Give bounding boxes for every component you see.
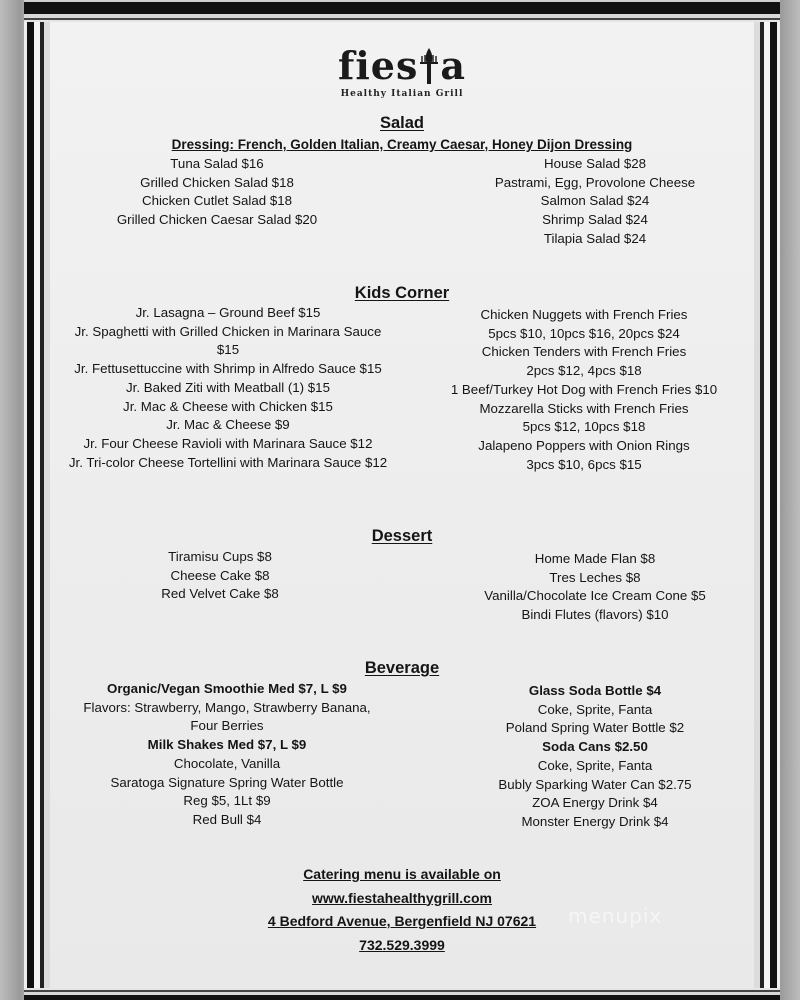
logo-text-left: fies [338, 43, 419, 88]
menu-item: Chicken Cutlet Salad $18 [141, 193, 293, 209]
menu-item: Monster Energy Drink $4 [521, 813, 669, 829]
page-border-left [24, 0, 50, 1000]
kids-left-column [50, 304, 406, 472]
menu-item: Jr. Four Cheese Ravioli with Marinara Sauce $12 [83, 435, 373, 451]
beverage-right-column [480, 682, 710, 832]
address-line: 4 Bedford Avenue, Bergenfield NJ 07621 [267, 913, 537, 929]
menu-item: Chicken Nuggets with French Fries [480, 307, 688, 322]
salad-section-title: Salad [379, 114, 425, 132]
menu-item: Jr. Mac & Cheese with Chicken $15 [123, 398, 333, 414]
website-link[interactable]: www.fiestahealthygrill.com [312, 889, 492, 906]
kids-section-title: Kids Corner [354, 284, 450, 302]
dessert-section-title: Dessert [371, 527, 433, 545]
menu-item: Poland Spring Water Bottle $2 [505, 720, 685, 736]
logo-tagline: Healthy Italian Grill [340, 89, 464, 99]
menu-item: Tuna Salad $16 [170, 156, 264, 171]
kids-right-column [422, 306, 746, 474]
menu-item: Pastrami, Egg, Provolone Cheese [494, 174, 696, 190]
menu-item: Coke, Sprite, Fanta [537, 701, 653, 717]
menu-item: Chocolate, Vanilla [173, 755, 281, 771]
menu-item: Soda Cans $2.50 [542, 739, 648, 755]
menu-item: Tilapia Salad $24 [543, 230, 647, 246]
logo-wordmark [338, 44, 466, 88]
menu-item: Tres Leches $8 [549, 569, 641, 585]
menu-item: Vanilla/Chocolate Ice Cream Cone $5 [484, 588, 706, 604]
catering-notice: Catering menu is available on [303, 866, 501, 882]
menu-item: Salmon Salad $24 [540, 193, 650, 209]
menu-item: Jr. Fettusettuccine with Shrimp in Alfredo Sauce $15 [74, 361, 382, 377]
menu-item: Chicken Tenders with French Fries [481, 344, 687, 360]
watermark: menupix [568, 904, 663, 928]
menu-item: Jr. Spaghetti with Grilled Chicken in Marinara Sauce [74, 323, 382, 339]
menu-item: Home Made Flan $8 [534, 551, 656, 566]
menu-item: 2pcs $12, 4pcs $18 [526, 363, 642, 379]
menu-item: Grilled Chicken Salad $18 [140, 174, 294, 190]
restaurant-logo [50, 44, 754, 99]
menu-item: Bubly Sparking Water Can $2.75 [498, 776, 692, 792]
menu-item: Red Velvet Cake $8 [161, 586, 279, 602]
dessert-right-column [465, 550, 725, 625]
menu-item: 5pcs $12, 10pcs $18 [522, 419, 646, 435]
page-border-right [754, 0, 780, 1000]
salad-right-column [445, 155, 745, 249]
salad-dressing-line: Dressing: French, Golden Italian, Creamy Caesar, Honey Dijon Dressing [171, 137, 633, 152]
menu-item: Organic/Vegan Smoothie Med $7, L $9 [107, 681, 347, 696]
menu-item: 5pcs $10, 10pcs $16, 20pcs $24 [488, 325, 680, 341]
page-border-top [24, 0, 780, 22]
logo-text-right: a [440, 43, 466, 88]
menu-item: Reg $5, 1Lt $9 [183, 793, 271, 809]
menu-item: Coke, Sprite, Fanta [537, 757, 653, 773]
page-border-bottom [24, 988, 780, 1000]
menu-item: Glass Soda Bottle $4 [528, 683, 662, 698]
menu-item: 1 Beef/Turkey Hot Dog with French Fries $10 [450, 381, 718, 397]
menu-item: Jr. Baked Ziti with Meatball (1) $15 [126, 379, 330, 395]
menu-item: Four Berries [190, 718, 264, 734]
menu-item: ZOA Energy Drink $4 [532, 795, 658, 811]
menu-item: Grilled Chicken Caesar Salad $20 [116, 212, 318, 228]
menu-item: Red Bull $4 [192, 811, 262, 827]
menu-page [50, 22, 754, 988]
salad-left-column [62, 155, 372, 230]
menu-item: Cheese Cake $8 [170, 567, 270, 583]
fork-knife-icon [419, 46, 439, 86]
beverage-left-column [70, 680, 384, 830]
menu-item: Shrimp Salad $24 [542, 212, 648, 228]
menu-item: $15 [216, 342, 240, 358]
menu-item: Jalapeno Poppers with Onion Rings [478, 437, 690, 453]
dessert-left-column [110, 548, 330, 604]
menu-item: Flavors: Strawberry, Mango, Strawberry Banana, [83, 699, 371, 715]
menu-item: Bindi Flutes (flavors) $10 [521, 607, 669, 623]
menu-item: Jr. Mac & Cheese $9 [166, 417, 290, 433]
menu-item: Milk Shakes Med $7, L $9 [147, 737, 307, 753]
menu-item: Jr. Lasagna – Ground Beef $15 [135, 305, 321, 320]
menu-item: 3pcs $10, 6pcs $15 [526, 456, 642, 472]
beverage-section-title: Beverage [364, 659, 440, 677]
menu-item: Mozzarella Sticks with French Fries [479, 400, 689, 416]
menu-item: Saratoga Signature Spring Water Bottle [110, 774, 344, 790]
menu-item: House Salad $28 [543, 156, 647, 171]
menu-item: Jr. Tri-color Cheese Tortellini with Marinara Sauce $12 [68, 454, 388, 470]
menu-item: Tiramisu Cups $8 [168, 549, 272, 564]
phone-number[interactable]: 732.529.3999 [359, 936, 445, 953]
